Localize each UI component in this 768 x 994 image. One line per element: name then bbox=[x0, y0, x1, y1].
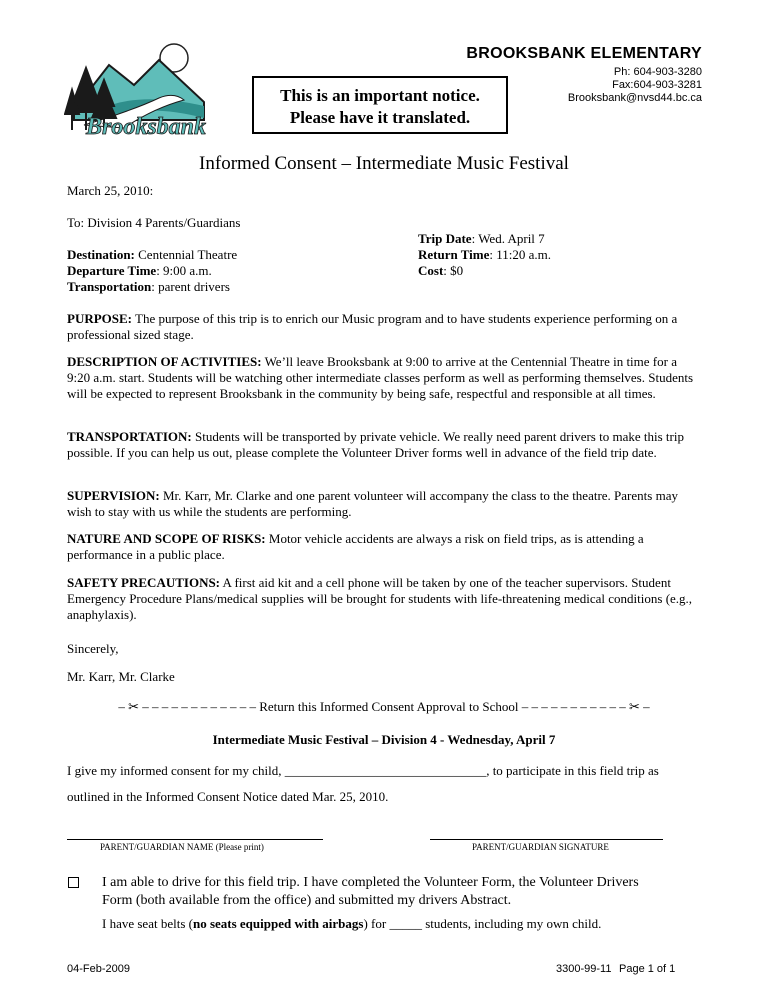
section-activities bbox=[67, 354, 701, 402]
cost-label: Cost bbox=[418, 263, 444, 278]
drive-line-1: I am able to drive for this field trip. I have completed the Volunteer Form, the Volunteer Drivers bbox=[102, 875, 639, 890]
scissors-icon: ✂ bbox=[128, 699, 139, 714]
translation-notice-box bbox=[252, 76, 508, 134]
section-purpose bbox=[67, 311, 701, 343]
seatbelts-bold: no seats equipped with airbags bbox=[192, 916, 364, 931]
notice-line-1: This is an important notice. bbox=[280, 86, 480, 105]
scissors-icon: ✂ bbox=[629, 699, 640, 714]
notice-line-2: Please have it translated. bbox=[289, 108, 471, 127]
section-text: Mr. Karr, Mr. Clarke and one parent volunteer will accompany the class to the theatre. Parents may wish to stay with us while the students are performing. bbox=[67, 488, 678, 519]
school-fax: Fax:604-903-3281 bbox=[612, 79, 702, 91]
consent-line-1: I give my informed consent for my child, _______________________________, to participate in this field trip as bbox=[67, 763, 659, 778]
footer-date: 04-Feb-2009 bbox=[67, 963, 130, 975]
destination-value: Centennial Theatre bbox=[134, 247, 238, 262]
cost-row bbox=[418, 263, 463, 279]
seatbelts-line bbox=[102, 916, 601, 932]
section-heading: DESCRIPTION OF ACTIVITIES: bbox=[67, 354, 262, 369]
letter-date: March 25, 2010: bbox=[67, 183, 154, 198]
parent-name-line[interactable] bbox=[67, 839, 323, 840]
section-text: We’ll leave Brooksbank at 9:00 to arrive at the Centennial Theatre in time for a 9:20 a.m. start. Students will be watching other intermediate classes perform as well as performing themselves. Students will be expected to represent Brooksbank in the community by being safe, respectful and responsible at all times. bbox=[67, 354, 694, 401]
return-time-label: Return Time bbox=[418, 247, 490, 262]
closing-sincerely: Sincerely, bbox=[67, 641, 119, 656]
return-time-row bbox=[418, 247, 551, 263]
driver-checkbox[interactable] bbox=[68, 877, 79, 888]
school-phone: Ph: 604-903-3280 bbox=[613, 66, 702, 78]
form-title: Intermediate Music Festival – Division 4 - Wednesday, April 7 bbox=[212, 732, 556, 747]
drive-line-2: Form (both available from the office) and submitted my drivers Abstract. bbox=[102, 893, 512, 908]
section-supervision bbox=[67, 488, 701, 520]
transportation-label: Transportation bbox=[67, 279, 152, 294]
section-text: A first aid kit and a cell phone will be taken by one of the teacher supervisors. Student Emergency Procedure Plans/medical supplies will be brought for students with life-threatening medical conditions (e.g., anaphylaxis). bbox=[67, 575, 693, 622]
section-text: Students will be transported by private vehicle. We really need parent drivers to make this trip possible. If you can help us out, please complete the Volunteer Driver forms well in advance of the field trip date. bbox=[67, 429, 684, 460]
transportation-value: : parent drivers bbox=[151, 279, 230, 294]
closing-signed: Mr. Karr, Mr. Clarke bbox=[67, 669, 175, 684]
cut-dash-mid-left: – – – – – – – – – – – – bbox=[138, 699, 260, 714]
cut-line bbox=[0, 699, 768, 715]
consent-line-2: outlined in the Informed Consent Notice dated Mar. 25, 2010. bbox=[67, 789, 389, 804]
section-text: Motor vehicle accidents are always a risk on field trips, as is attending a performance in a public place. bbox=[67, 531, 644, 562]
departure-label: Departure Time bbox=[67, 263, 157, 278]
cut-dash-mid-right: – – – – – – – – – – – bbox=[518, 699, 629, 714]
section-text: The purpose of this trip is to enrich our Music program and to have students experience performing on a professional sized stage. bbox=[67, 311, 678, 342]
section-heading: SUPERVISION: bbox=[67, 488, 160, 503]
section-risks bbox=[67, 531, 701, 563]
departure-value: : 9:00 a.m. bbox=[156, 263, 212, 278]
trip-date-value: : Wed. April 7 bbox=[471, 231, 545, 246]
trip-date-row bbox=[418, 231, 545, 247]
transportation-row bbox=[67, 279, 230, 295]
letter-recipient: To: Division 4 Parents/Guardians bbox=[67, 215, 241, 230]
departure-row bbox=[67, 263, 212, 279]
seatbelts-prefix: I have seat belts ( bbox=[102, 916, 193, 931]
section-heading: PURPOSE: bbox=[67, 311, 132, 326]
destination-row bbox=[67, 247, 237, 263]
section-heading: TRANSPORTATION: bbox=[67, 429, 192, 444]
footer-page: Page 1 of 1 bbox=[619, 963, 676, 975]
cut-dash-right: – bbox=[639, 699, 650, 714]
cost-value: : $0 bbox=[443, 263, 464, 278]
section-transportation bbox=[67, 429, 701, 461]
section-safety bbox=[67, 575, 701, 623]
svg-text:Brooksbank: Brooksbank bbox=[85, 114, 207, 140]
trip-date-label: Trip Date bbox=[418, 231, 472, 246]
parent-name-label: PARENT/GUARDIAN NAME (Please print) bbox=[100, 842, 264, 852]
school-name: BROOKSBANK ELEMENTARY bbox=[466, 45, 702, 62]
parent-signature-line[interactable] bbox=[430, 839, 663, 840]
school-email: Brooksbank@nvsd44.bc.ca bbox=[567, 92, 702, 104]
footer-form-number: 3300-99-11 bbox=[556, 963, 612, 975]
document-title: Informed Consent – Intermediate Music Festival bbox=[199, 153, 569, 174]
cut-line-text: Return this Informed Consent Approval to School bbox=[259, 699, 519, 714]
section-heading: NATURE AND SCOPE OF RISKS: bbox=[67, 531, 266, 546]
cut-dash-left: – bbox=[118, 699, 129, 714]
section-heading: SAFETY PRECAUTIONS: bbox=[67, 575, 221, 590]
return-time-value: : 11:20 a.m. bbox=[489, 247, 552, 262]
parent-signature-label: PARENT/GUARDIAN SIGNATURE bbox=[472, 842, 609, 852]
school-logo bbox=[64, 40, 214, 140]
seatbelts-suffix: ) for _____ students, including my own child. bbox=[363, 916, 602, 931]
destination-label: Destination: bbox=[67, 247, 135, 262]
